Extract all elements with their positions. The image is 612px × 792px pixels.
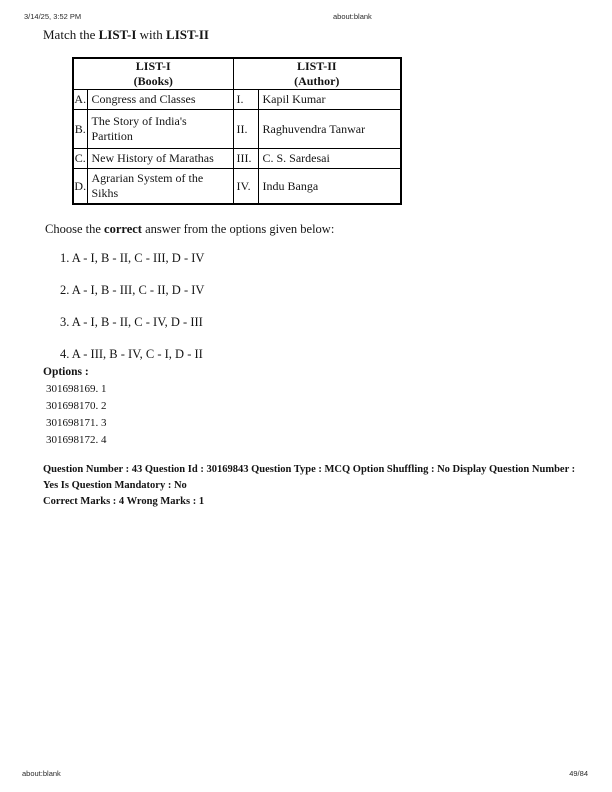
list1-header-cell	[73, 58, 233, 90]
answer-option-3: 3. A - I, B - II, C - IV, D - III	[60, 315, 203, 329]
table-row	[73, 149, 401, 169]
table-header-row	[73, 58, 401, 90]
row-letter: D.	[73, 169, 87, 205]
answer-option-4: 4. A - III, B - IV, C - I, D - II	[60, 347, 203, 361]
row-book: The Story of India's Partition	[87, 110, 233, 149]
question-title	[43, 28, 588, 42]
row-letter: B.	[73, 110, 87, 149]
list1-header-subtitle: (Books)	[133, 74, 173, 88]
table-row	[73, 110, 401, 149]
question-marks: Correct Marks : 4 Wrong Marks : 1	[43, 496, 205, 507]
match-list-table	[72, 57, 402, 205]
print-header-datetime: 3/14/25, 3:52 PM	[24, 12, 82, 21]
choose-suffix: answer from the options given below:	[141, 222, 335, 236]
list2-header-title: LIST-II	[296, 59, 337, 73]
table-row	[73, 90, 401, 110]
choose-bold-word: correct	[104, 222, 142, 236]
title-list1: LIST-I	[98, 27, 137, 42]
row-book: Agrarian System of the Sikhs	[87, 169, 233, 205]
answer-option-2: 2. A - I, B - III, C - II, D - IV	[60, 283, 205, 297]
choose-prefix: Choose the	[45, 222, 105, 236]
row-author: Indu Banga	[258, 169, 401, 205]
option-id-1: 301698169. 1	[46, 383, 107, 395]
row-author: Kapil Kumar	[258, 90, 401, 110]
question-metadata: Question Number : 43 Question Id : 30169843 Question Type : MCQ Option Shuffling : No Display Question Number : Yes Is Question Mandatory : No	[43, 464, 576, 491]
option-id-2: 301698170. 2	[46, 400, 107, 412]
row-author: Raghuvendra Tanwar	[258, 110, 401, 149]
list2-header-cell	[233, 58, 401, 90]
print-header-url: about:blank	[333, 12, 372, 21]
row-author: C. S. Sardesai	[258, 149, 401, 169]
title-prefix: Match the	[43, 27, 99, 42]
list1-header-title: LIST-I	[135, 59, 171, 73]
print-footer-url: about:blank	[22, 769, 61, 778]
list2-header-subtitle: (Author)	[294, 74, 340, 88]
print-footer-page-indicator: 49/84	[569, 769, 588, 778]
title-middle: with	[136, 27, 167, 42]
row-numeral: I.	[233, 90, 258, 110]
choose-instruction	[45, 222, 588, 237]
row-letter: A.	[73, 90, 87, 110]
title-list2: LIST-II	[166, 27, 209, 42]
row-book: Congress and Classes	[87, 90, 233, 110]
option-id-3: 301698171. 3	[46, 417, 107, 429]
row-numeral: III.	[233, 149, 258, 169]
row-book: New History of Marathas	[87, 149, 233, 169]
row-numeral: II.	[233, 110, 258, 149]
answer-option-1: 1. A - I, B - II, C - III, D - IV	[60, 251, 205, 265]
option-id-4: 301698172. 4	[46, 434, 107, 446]
row-letter: C.	[73, 149, 87, 169]
table-row	[73, 169, 401, 205]
row-numeral: IV.	[233, 169, 258, 205]
options-heading: Options :	[43, 366, 89, 378]
question-content	[43, 28, 588, 510]
